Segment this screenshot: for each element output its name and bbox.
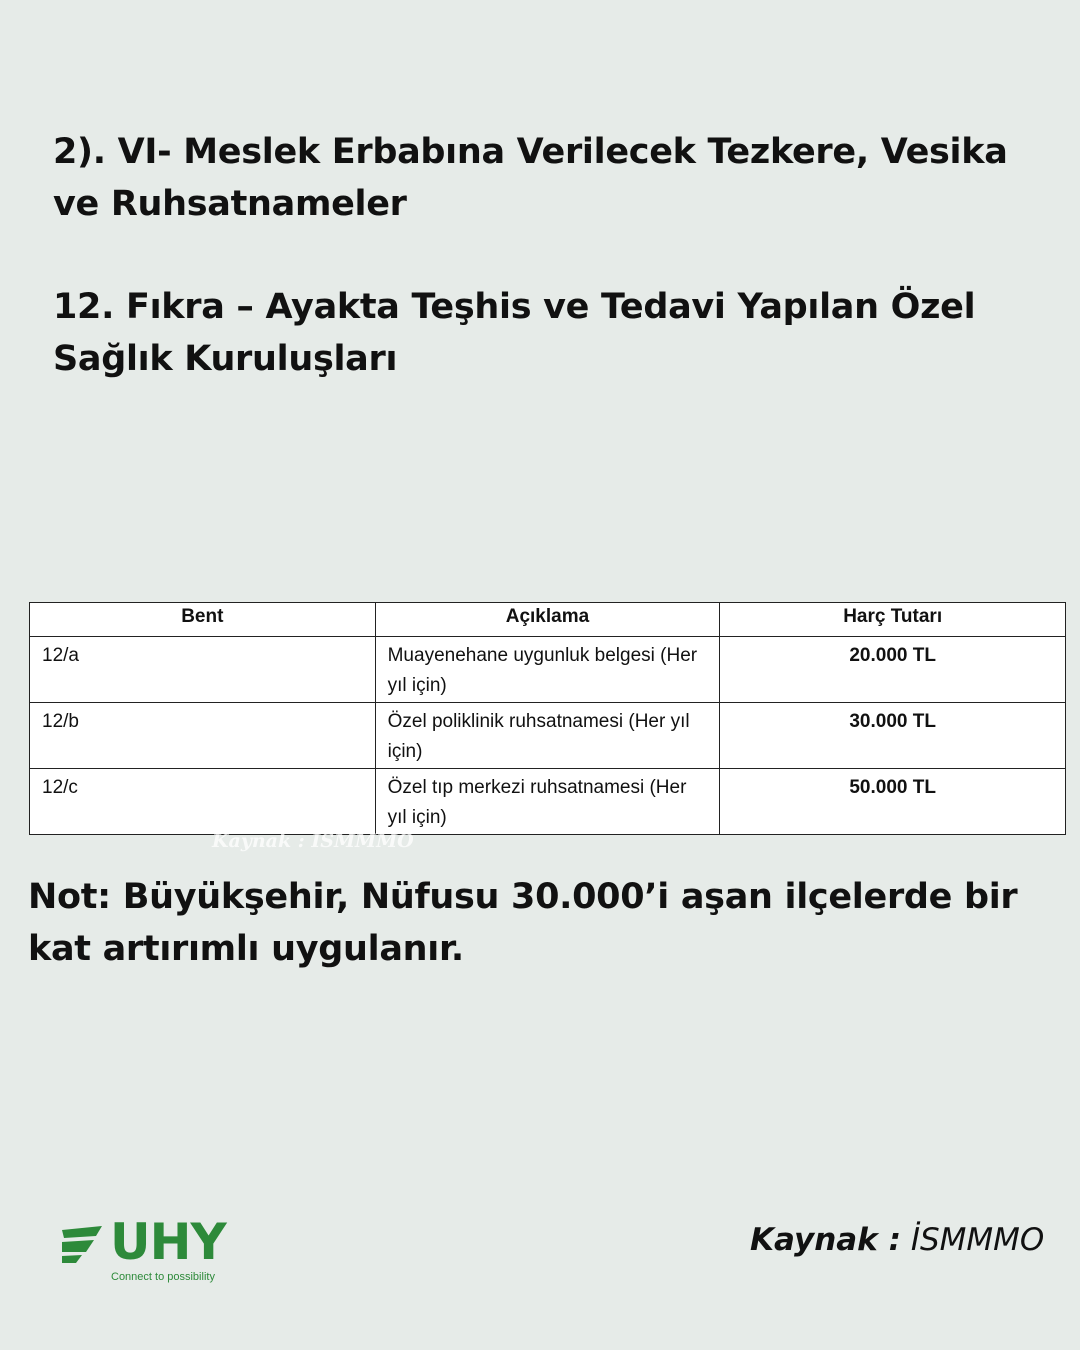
- column-header-bent: Bent: [30, 603, 376, 637]
- cell-bent: 12/b: [30, 703, 376, 769]
- cell-aciklama: Muayenehane uygunluk belgesi (Her yıl için): [375, 637, 720, 703]
- uhy-logo: [60, 1213, 260, 1288]
- logo-brand: UHY: [110, 1213, 226, 1271]
- note-text: Not: Büyükşehir, Nüfusu 30.000’i aşan ilçelerde bir kat artırımlı uygulanır.: [28, 877, 1018, 969]
- source-watermark: Kaynak : İSMMMO: [212, 830, 414, 852]
- table-header-row: [30, 603, 1066, 637]
- logo-tagline: Connect to possibility: [111, 1271, 215, 1283]
- subsection-title: 12. Fıkra – Ayakta Teşhis ve Tedavi Yapılan Özel Sağlık Kuruluşları: [53, 287, 976, 379]
- source-credit: [750, 1222, 1044, 1258]
- table-row: [30, 703, 1066, 769]
- cell-bent: 12/c: [30, 769, 376, 835]
- cell-tutar: 30.000 TL: [720, 703, 1066, 769]
- column-header-harc-tutari: Harç Tutarı: [720, 603, 1066, 637]
- cell-bent: 12/a: [30, 637, 376, 703]
- table-row: [30, 769, 1066, 835]
- fee-table: [29, 602, 1066, 835]
- cell-tutar: 50.000 TL: [720, 769, 1066, 835]
- table-row: [30, 637, 1066, 703]
- uhy-leaf-icon: [60, 1222, 104, 1264]
- section-title: 2). VI- Meslek Erbabına Verilecek Tezkere, Vesika ve Ruhsatnameler: [53, 132, 1008, 224]
- cell-aciklama: Özel poliklinik ruhsatnamesi (Her yıl için): [375, 703, 720, 769]
- cell-tutar: 20.000 TL: [720, 637, 1066, 703]
- column-header-aciklama: Açıklama: [375, 603, 720, 637]
- source-label: Kaynak :: [750, 1222, 901, 1258]
- source-value: İSMMMO: [910, 1222, 1045, 1258]
- cell-aciklama: Özel tıp merkezi ruhsatnamesi (Her yıl için): [375, 769, 720, 835]
